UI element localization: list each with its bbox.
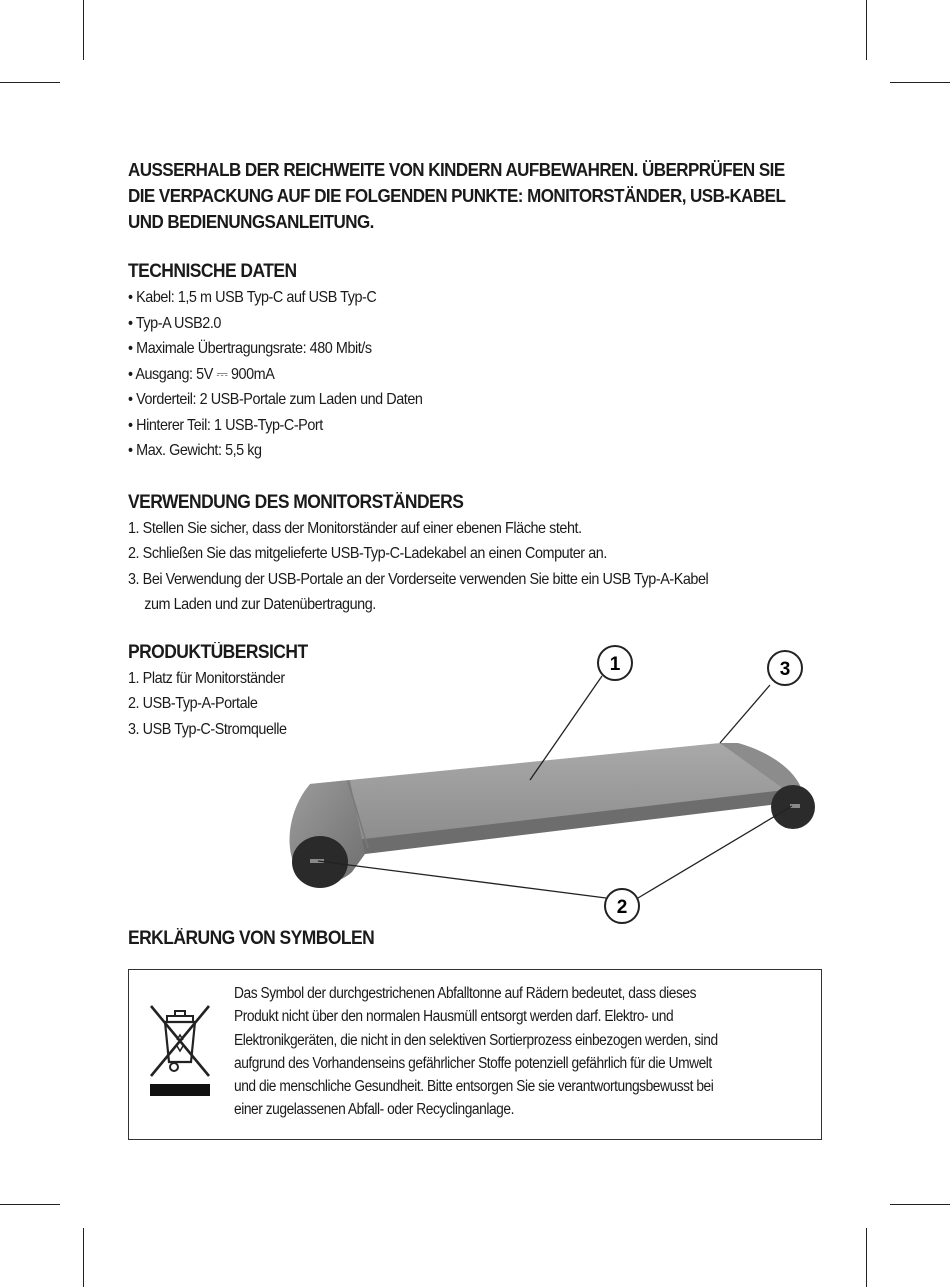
list-item: • Vorderteil: 2 USB-Portale zum Laden und Daten <box>128 391 423 408</box>
symbols-heading: ERKLÄRUNG VON SYMBOLEN <box>128 928 375 949</box>
technical-data-heading: TECHNISCHE DATEN <box>128 261 297 282</box>
list-item: 3. USB Typ-C-Stromquelle <box>128 720 287 738</box>
callout-3-line <box>720 685 770 743</box>
crop-mark <box>866 0 867 60</box>
description-line: Produkt nicht über den normalen Hausmüll entsorgt werden darf. Elektro- und <box>234 1008 674 1026</box>
safety-warning <box>128 157 818 235</box>
list-item: • Kabel: 1,5 m USB Typ-C auf USB Typ-C <box>128 289 377 306</box>
list-item: • Max. Gewicht: 5,5 kg <box>128 442 262 459</box>
crop-mark <box>0 82 60 83</box>
technical-data-list <box>128 285 828 464</box>
usage-section <box>128 490 828 618</box>
description-line: aufgrund des Vorhandenseins gefährlicher Stoffe potenziell gefährlich für die Umwelt <box>234 1054 712 1072</box>
callout-2-line <box>638 806 792 898</box>
list-item-continuation: zum Laden und zur Datenübertragung. <box>144 596 376 613</box>
list-item: 3. Bei Verwendung der USB-Portale an der Vorderseite verwenden Sie bitte ein USB Typ-A-Kabel <box>128 570 709 588</box>
callout-2-line <box>318 861 606 898</box>
callout-3-number: 3 <box>779 659 791 680</box>
crop-mark <box>0 1204 60 1205</box>
crossed-bin-icon <box>147 1000 213 1100</box>
warning-line: DIE VERPACKUNG AUF DIE FOLGENDEN PUNKTE: MONITORSTÄNDER, USB-KABEL <box>128 185 786 206</box>
usage-list <box>128 516 828 618</box>
list-item: • Hinterer Teil: 1 USB-Typ-C-Port <box>128 416 323 434</box>
list-item: 1. Stellen Sie sicher, dass der Monitorständer auf einer ebenen Fläche steht. <box>128 519 582 537</box>
list-item: 1. Platz für Monitorständer <box>128 669 285 687</box>
usage-heading: VERWENDUNG DES MONITORSTÄNDERS <box>128 491 464 513</box>
list-item: • Ausgang: 5V ⎓ 900mA <box>128 365 275 383</box>
description-line: Das Symbol der durchgestrichenen Abfalltonne auf Rädern bedeutet, dass dieses <box>234 985 697 1002</box>
list-item: • Typ-A USB2.0 <box>128 314 221 332</box>
symbols-box <box>128 969 822 1140</box>
technical-data-section <box>128 259 828 464</box>
callout-1-number: 1 <box>609 654 621 675</box>
crop-mark <box>866 1228 867 1287</box>
list-item: 2. Schließen Sie das mitgelieferte USB-Typ-C-Ladekabel an einen Computer an. <box>128 545 607 562</box>
description-line: und die menschliche Gesundheit. Bitte entsorgen Sie sie verantwortungsbewusst bei <box>234 1078 714 1096</box>
crop-mark <box>83 0 84 60</box>
product-overview-heading: PRODUKTÜBERSICHT <box>128 641 308 663</box>
warning-line: AUSSERHALB DER REICHWEITE VON KINDERN AUFBEWAHREN. ÜBERPRÜFEN SIE <box>128 159 785 180</box>
list-item: • Maximale Übertragungsrate: 480 Mbit/s <box>128 340 372 357</box>
crop-mark <box>890 1204 950 1205</box>
description-line: einer zugelassenen Abfall- oder Recyclinganlage. <box>234 1101 514 1119</box>
warning-line: UND BEDIENUNGSANLEITUNG. <box>128 211 374 232</box>
crop-mark <box>83 1228 84 1287</box>
monitor-stand-diagram <box>280 640 825 925</box>
list-item: 2. USB-Typ-A-Portale <box>128 695 258 712</box>
description-line: Elektronikgeräten, die nicht in den selektiven Sortierprozess einbezogen werden, sind <box>234 1031 718 1049</box>
callout-2-number: 2 <box>616 897 628 918</box>
crop-mark <box>890 82 950 83</box>
symbols-description <box>234 982 810 1122</box>
